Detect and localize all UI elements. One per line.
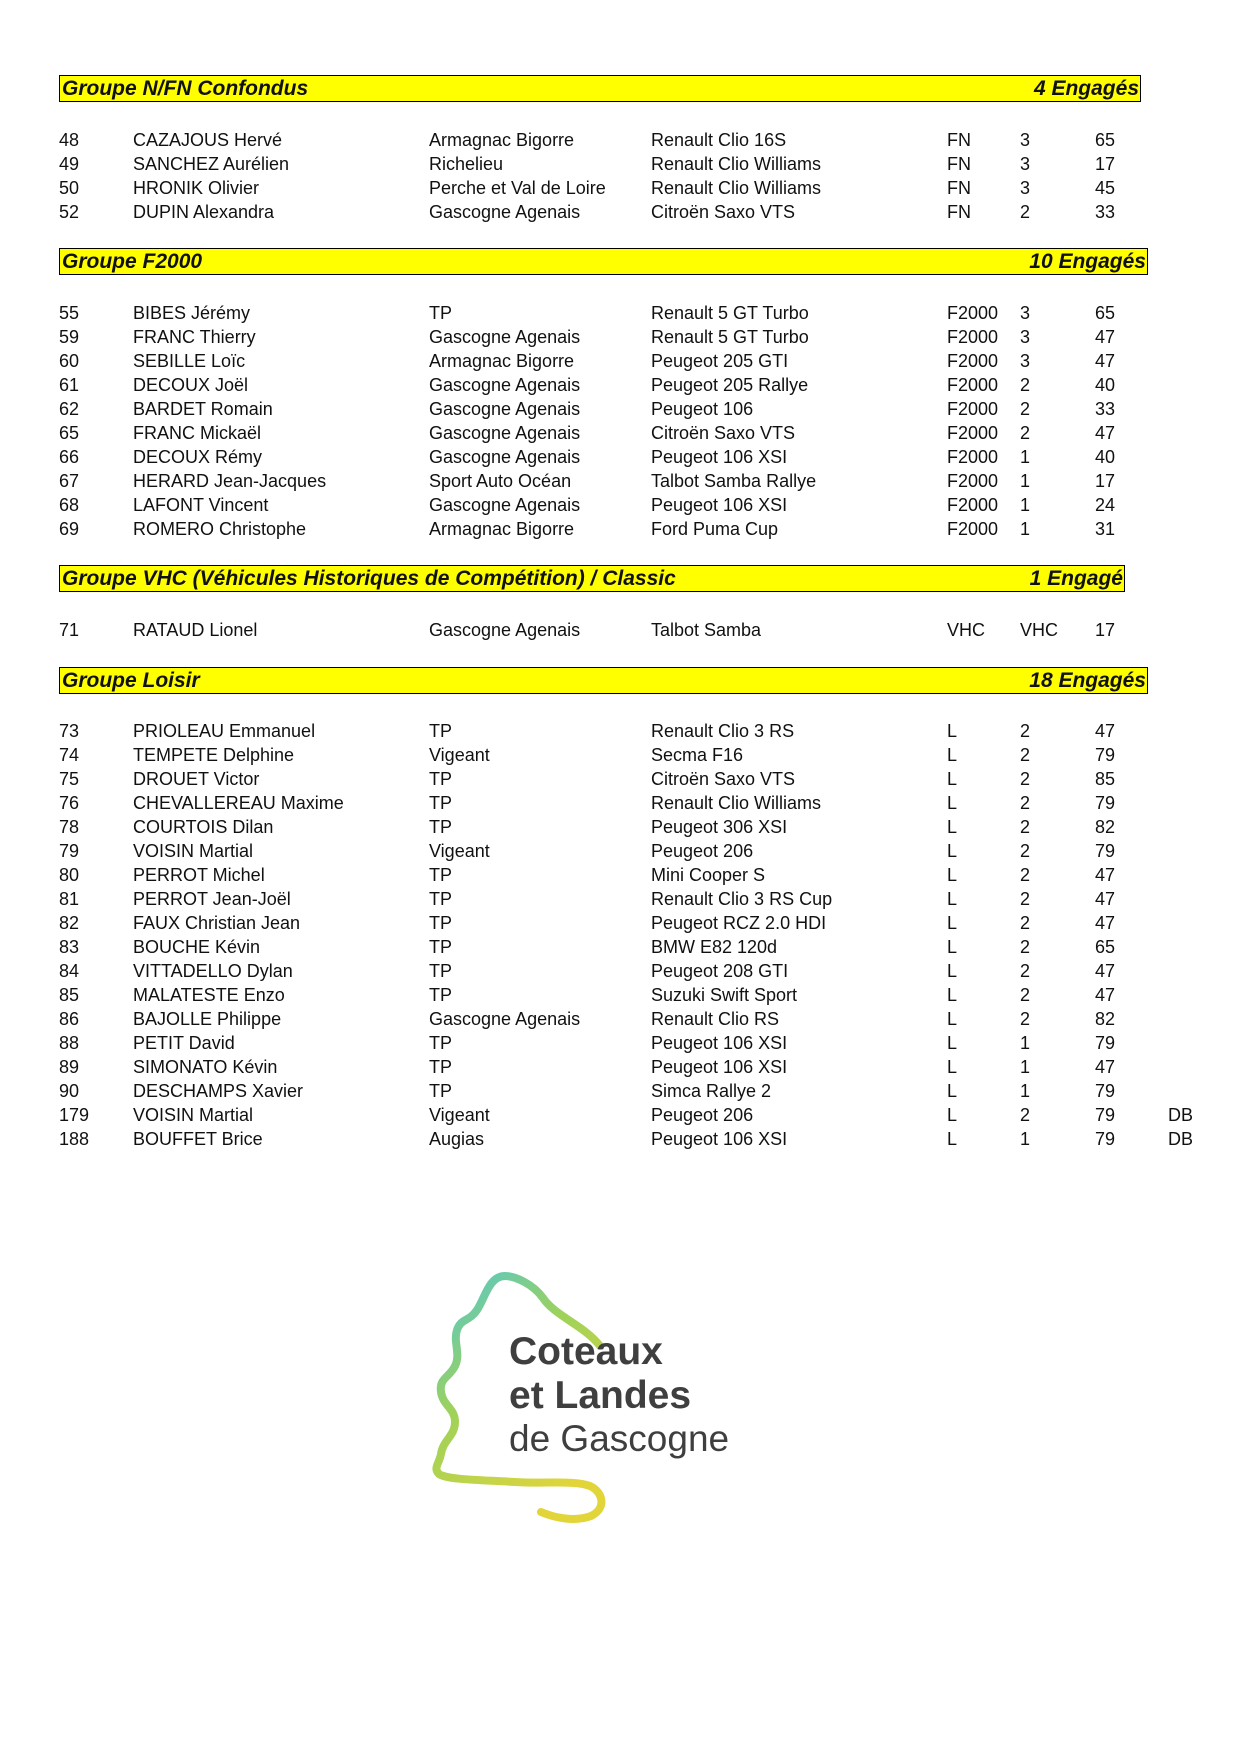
table-row xyxy=(0,128,1240,152)
points: 79 xyxy=(1095,1033,1116,1053)
car-model: Citroën Saxo VTS xyxy=(651,202,796,222)
table-row xyxy=(0,325,1240,349)
driver-name: BIBES Jérémy xyxy=(133,303,251,323)
table-row xyxy=(0,301,1240,325)
car-group: L xyxy=(947,961,958,981)
club-name: Gascogne Agenais xyxy=(429,399,581,419)
points: 47 xyxy=(1095,423,1116,443)
table-row xyxy=(0,1079,1240,1103)
driver-name: RATAUD Lionel xyxy=(133,620,258,640)
table-row xyxy=(0,397,1240,421)
table-row xyxy=(0,767,1240,791)
car-class: 2 xyxy=(1020,817,1031,837)
points: 79 xyxy=(1095,793,1116,813)
car-class: 1 xyxy=(1020,471,1031,491)
club-name: Augias xyxy=(429,1129,485,1149)
points: 40 xyxy=(1095,375,1116,395)
logo-line-1: Coteaux xyxy=(509,1330,663,1373)
driver-name: HRONIK Olivier xyxy=(133,178,260,198)
car-group: F2000 xyxy=(947,399,999,419)
entry-number: 55 xyxy=(59,303,80,323)
car-class: 2 xyxy=(1020,793,1031,813)
group-rows xyxy=(0,618,1240,642)
entry-number: 68 xyxy=(59,495,80,515)
points: 47 xyxy=(1095,985,1116,1005)
table-row xyxy=(0,863,1240,887)
club-name: Vigeant xyxy=(429,841,490,861)
points: 33 xyxy=(1095,202,1116,222)
car-class: 1 xyxy=(1020,1057,1031,1077)
points: 85 xyxy=(1095,769,1116,789)
table-row xyxy=(0,469,1240,493)
entry-number: 80 xyxy=(59,865,80,885)
car-class: 3 xyxy=(1020,351,1031,371)
driver-name: PERROT Jean-Joël xyxy=(133,889,291,909)
car-class: 2 xyxy=(1020,769,1031,789)
car-class: 2 xyxy=(1020,913,1031,933)
car-model: Renault Clio 3 RS xyxy=(651,721,795,741)
group-count: 1 Engagé xyxy=(1029,567,1123,590)
entry-number: 89 xyxy=(59,1057,80,1077)
table-row xyxy=(0,887,1240,911)
car-model: Renault Clio RS xyxy=(651,1009,780,1029)
club-name: Gascogne Agenais xyxy=(429,423,581,443)
entry-number: 69 xyxy=(59,519,80,539)
group-header xyxy=(59,565,1125,592)
note: DB xyxy=(1168,1129,1194,1149)
table-row xyxy=(0,719,1240,743)
car-group: L xyxy=(947,841,958,861)
car-model: Peugeot 106 XSI xyxy=(651,495,788,515)
points: 17 xyxy=(1095,471,1116,491)
car-group: L xyxy=(947,889,958,909)
car-model: Peugeot 208 GTI xyxy=(651,961,789,981)
entry-number: 59 xyxy=(59,327,80,347)
driver-name: FAUX Christian Jean xyxy=(133,913,301,933)
car-class: 2 xyxy=(1020,423,1031,443)
driver-name: LAFONT Vincent xyxy=(133,495,269,515)
table-row xyxy=(0,1055,1240,1079)
points: 65 xyxy=(1095,303,1116,323)
car-model: Peugeot 106 XSI xyxy=(651,1129,788,1149)
driver-name: SEBILLE Loïc xyxy=(133,351,246,371)
group-rows xyxy=(0,128,1240,224)
driver-name: HERARD Jean-Jacques xyxy=(133,471,327,491)
entry-number: 79 xyxy=(59,841,80,861)
driver-name: SIMONATO Kévin xyxy=(133,1057,278,1077)
entry-number: 49 xyxy=(59,154,80,174)
driver-name: VOISIN Martial xyxy=(133,1105,254,1125)
driver-name: MALATESTE Enzo xyxy=(133,985,285,1005)
car-model: BMW E82 120d xyxy=(651,937,778,957)
car-model: Mini Cooper S xyxy=(651,865,766,885)
table-row xyxy=(0,1103,1240,1127)
entry-number: 71 xyxy=(59,620,80,640)
table-row xyxy=(0,176,1240,200)
points: 45 xyxy=(1095,178,1116,198)
table-row xyxy=(0,349,1240,373)
driver-name: BARDET Romain xyxy=(133,399,273,419)
club-name: TP xyxy=(429,937,453,957)
car-group: L xyxy=(947,865,958,885)
club-name: Gascogne Agenais xyxy=(429,1009,581,1029)
car-class: 3 xyxy=(1020,178,1031,198)
table-row xyxy=(0,445,1240,469)
points: 79 xyxy=(1095,1081,1116,1101)
table-row xyxy=(0,373,1240,397)
car-group: L xyxy=(947,721,958,741)
points: 47 xyxy=(1095,351,1116,371)
driver-name: DECOUX Joël xyxy=(133,375,249,395)
car-model: Renault Clio Williams xyxy=(651,154,822,174)
car-group: L xyxy=(947,985,958,1005)
car-group: FN xyxy=(947,154,971,174)
car-group: F2000 xyxy=(947,471,999,491)
entry-number: 52 xyxy=(59,202,80,222)
car-class: 2 xyxy=(1020,937,1031,957)
entry-number: 179 xyxy=(59,1105,90,1125)
club-name: TP xyxy=(429,769,453,789)
club-name: TP xyxy=(429,961,453,981)
driver-name: BAJOLLE Philippe xyxy=(133,1009,282,1029)
car-model: Renault 5 GT Turbo xyxy=(651,303,809,323)
car-class: 2 xyxy=(1020,961,1031,981)
club-name: Armagnac Bigorre xyxy=(429,519,575,539)
car-group: L xyxy=(947,1129,958,1149)
driver-name: BOUCHE Kévin xyxy=(133,937,261,957)
logo-line-2: et Landes xyxy=(509,1374,692,1417)
group-header xyxy=(59,667,1148,694)
club-name: Sport Auto Océan xyxy=(429,471,572,491)
car-group: F2000 xyxy=(947,303,999,323)
car-model: Talbot Samba Rallye xyxy=(651,471,817,491)
coteaux-landes-logo xyxy=(425,1268,755,1528)
entry-number: 65 xyxy=(59,423,80,443)
car-class: 3 xyxy=(1020,327,1031,347)
club-name: Gascogne Agenais xyxy=(429,447,581,467)
car-group: F2000 xyxy=(947,519,999,539)
club-name: TP xyxy=(429,1081,453,1101)
entry-number: 82 xyxy=(59,913,80,933)
driver-name: ROMERO Christophe xyxy=(133,519,307,539)
table-row xyxy=(0,421,1240,445)
driver-name: DECOUX Rémy xyxy=(133,447,263,467)
driver-name: CHEVALLEREAU Maxime xyxy=(133,793,344,813)
entry-number: 78 xyxy=(59,817,80,837)
car-class: 2 xyxy=(1020,202,1031,222)
points: 65 xyxy=(1095,130,1116,150)
points: 82 xyxy=(1095,817,1116,837)
group-title: Groupe VHC (Véhicules Historiques de Compétition) / Classic xyxy=(62,567,676,590)
points: 17 xyxy=(1095,620,1116,640)
car-group: L xyxy=(947,817,958,837)
car-class: 2 xyxy=(1020,745,1031,765)
car-model: Peugeot 106 XSI xyxy=(651,1033,788,1053)
car-group: F2000 xyxy=(947,327,999,347)
group-rows xyxy=(0,719,1240,1151)
car-group: F2000 xyxy=(947,495,999,515)
car-group: L xyxy=(947,1105,958,1125)
car-class: 1 xyxy=(1020,1081,1031,1101)
points: 40 xyxy=(1095,447,1116,467)
table-row xyxy=(0,743,1240,767)
car-class: 1 xyxy=(1020,447,1031,467)
car-group: F2000 xyxy=(947,351,999,371)
car-model: Ford Puma Cup xyxy=(651,519,779,539)
points: 65 xyxy=(1095,937,1116,957)
club-name: Gascogne Agenais xyxy=(429,620,581,640)
car-group: L xyxy=(947,1057,958,1077)
table-row xyxy=(0,618,1240,642)
entry-number: 61 xyxy=(59,375,80,395)
car-class: 2 xyxy=(1020,721,1031,741)
points: 79 xyxy=(1095,841,1116,861)
car-model: Renault Clio Williams xyxy=(651,178,822,198)
table-row xyxy=(0,1127,1240,1151)
entry-number: 88 xyxy=(59,1033,80,1053)
car-group: L xyxy=(947,937,958,957)
table-row xyxy=(0,1031,1240,1055)
car-group: F2000 xyxy=(947,423,999,443)
car-group: FN xyxy=(947,178,971,198)
entry-number: 74 xyxy=(59,745,80,765)
car-class: 3 xyxy=(1020,154,1031,174)
car-group: FN xyxy=(947,130,971,150)
car-model: Renault Clio 16S xyxy=(651,130,787,150)
car-model: Peugeot RCZ 2.0 HDI xyxy=(651,913,827,933)
driver-name: FRANC Thierry xyxy=(133,327,256,347)
car-group: L xyxy=(947,769,958,789)
car-model: Renault 5 GT Turbo xyxy=(651,327,809,347)
driver-name: VOISIN Martial xyxy=(133,841,254,861)
table-row xyxy=(0,839,1240,863)
car-class: 1 xyxy=(1020,1129,1031,1149)
driver-name: DESCHAMPS Xavier xyxy=(133,1081,304,1101)
car-model: Peugeot 106 XSI xyxy=(651,1057,788,1077)
entry-number: 67 xyxy=(59,471,80,491)
table-row xyxy=(0,911,1240,935)
club-name: TP xyxy=(429,793,453,813)
group-header xyxy=(59,248,1148,275)
entry-number: 81 xyxy=(59,889,80,909)
car-group: FN xyxy=(947,202,971,222)
car-class: 2 xyxy=(1020,1009,1031,1029)
club-name: TP xyxy=(429,1057,453,1077)
club-name: Vigeant xyxy=(429,1105,490,1125)
car-model: Citroën Saxo VTS xyxy=(651,769,796,789)
car-group: L xyxy=(947,793,958,813)
table-row xyxy=(0,791,1240,815)
club-name: Gascogne Agenais xyxy=(429,495,581,515)
entry-number: 90 xyxy=(59,1081,80,1101)
points: 47 xyxy=(1095,913,1116,933)
car-group: F2000 xyxy=(947,375,999,395)
points: 82 xyxy=(1095,1009,1116,1029)
driver-name: DUPIN Alexandra xyxy=(133,202,275,222)
car-class: 2 xyxy=(1020,375,1031,395)
table-row xyxy=(0,493,1240,517)
driver-name: DROUET Victor xyxy=(133,769,260,789)
club-name: Richelieu xyxy=(429,154,504,174)
points: 47 xyxy=(1095,889,1116,909)
entry-number: 84 xyxy=(59,961,80,981)
car-model: Simca Rallye 2 xyxy=(651,1081,772,1101)
car-group: L xyxy=(947,1009,958,1029)
car-class: 1 xyxy=(1020,495,1031,515)
car-model: Suzuki Swift Sport xyxy=(651,985,798,1005)
points: 47 xyxy=(1095,1057,1116,1077)
car-class: VHC xyxy=(1020,620,1059,640)
driver-name: COURTOIS Dilan xyxy=(133,817,274,837)
entry-number: 62 xyxy=(59,399,80,419)
points: 79 xyxy=(1095,1129,1116,1149)
car-class: 2 xyxy=(1020,1105,1031,1125)
driver-name: TEMPETE Delphine xyxy=(133,745,295,765)
driver-name: CAZAJOUS Hervé xyxy=(133,130,283,150)
driver-name: PRIOLEAU Emmanuel xyxy=(133,721,316,741)
entry-number: 76 xyxy=(59,793,80,813)
car-class: 2 xyxy=(1020,865,1031,885)
car-group: L xyxy=(947,1033,958,1053)
table-row xyxy=(0,152,1240,176)
table-row xyxy=(0,935,1240,959)
club-name: Perche et Val de Loire xyxy=(429,178,606,198)
club-name: TP xyxy=(429,721,453,741)
club-name: TP xyxy=(429,889,453,909)
car-model: Renault Clio 3 RS Cup xyxy=(651,889,833,909)
club-name: Vigeant xyxy=(429,745,490,765)
car-model: Peugeot 205 GTI xyxy=(651,351,789,371)
club-name: TP xyxy=(429,1033,453,1053)
entry-number: 86 xyxy=(59,1009,80,1029)
driver-name: BOUFFET Brice xyxy=(133,1129,263,1149)
entry-number: 83 xyxy=(59,937,80,957)
driver-name: VITTADELLO Dylan xyxy=(133,961,293,981)
group-header xyxy=(59,75,1141,102)
car-model: Talbot Samba xyxy=(651,620,762,640)
driver-name: SANCHEZ Aurélien xyxy=(133,154,290,174)
group-title: Groupe N/FN Confondus xyxy=(62,77,309,100)
points: 24 xyxy=(1095,495,1116,515)
group-count: 4 Engagés xyxy=(1033,77,1139,100)
club-name: Armagnac Bigorre xyxy=(429,351,575,371)
car-class: 3 xyxy=(1020,130,1031,150)
entry-number: 73 xyxy=(59,721,80,741)
points: 17 xyxy=(1095,154,1116,174)
entry-number: 50 xyxy=(59,178,80,198)
car-model: Renault Clio Williams xyxy=(651,793,822,813)
driver-name: PERROT Michel xyxy=(133,865,265,885)
club-name: Armagnac Bigorre xyxy=(429,130,575,150)
entry-number: 85 xyxy=(59,985,80,1005)
car-class: 2 xyxy=(1020,399,1031,419)
club-name: Gascogne Agenais xyxy=(429,375,581,395)
points: 47 xyxy=(1095,327,1116,347)
car-class: 2 xyxy=(1020,985,1031,1005)
driver-name: PETIT David xyxy=(133,1033,235,1053)
group-count: 10 Engagés xyxy=(1029,250,1146,273)
club-name: Gascogne Agenais xyxy=(429,327,581,347)
points: 31 xyxy=(1095,519,1116,539)
car-group: F2000 xyxy=(947,447,999,467)
club-name: TP xyxy=(429,985,453,1005)
car-group: L xyxy=(947,1081,958,1101)
table-row xyxy=(0,517,1240,541)
entry-number: 188 xyxy=(59,1129,90,1149)
group-count: 18 Engagés xyxy=(1029,669,1146,692)
entry-number: 48 xyxy=(59,130,80,150)
points: 47 xyxy=(1095,865,1116,885)
club-name: TP xyxy=(429,817,453,837)
car-group: L xyxy=(947,913,958,933)
table-row xyxy=(0,1007,1240,1031)
group-rows xyxy=(0,301,1240,541)
car-class: 1 xyxy=(1020,1033,1031,1053)
points: 33 xyxy=(1095,399,1116,419)
table-row xyxy=(0,983,1240,1007)
club-name: Gascogne Agenais xyxy=(429,202,581,222)
table-row xyxy=(0,200,1240,224)
group-title: Groupe Loisir xyxy=(62,669,200,692)
entry-number: 75 xyxy=(59,769,80,789)
car-model: Peugeot 205 Rallye xyxy=(651,375,809,395)
car-model: Peugeot 206 xyxy=(651,841,754,861)
driver-name: FRANC Mickaël xyxy=(133,423,262,443)
club-name: TP xyxy=(429,865,453,885)
logo-line-3: de Gascogne xyxy=(509,1418,730,1459)
entry-number: 60 xyxy=(59,351,80,371)
points: 79 xyxy=(1095,1105,1116,1125)
group-title: Groupe F2000 xyxy=(62,250,203,273)
car-model: Peugeot 306 XSI xyxy=(651,817,788,837)
car-class: 2 xyxy=(1020,841,1031,861)
points: 79 xyxy=(1095,745,1116,765)
car-model: Peugeot 106 xyxy=(651,399,754,419)
club-name: TP xyxy=(429,303,453,323)
car-model: Citroën Saxo VTS xyxy=(651,423,796,443)
car-class: 1 xyxy=(1020,519,1031,539)
points: 47 xyxy=(1095,721,1116,741)
car-class: 3 xyxy=(1020,303,1031,323)
club-name: TP xyxy=(429,913,453,933)
car-model: Peugeot 106 XSI xyxy=(651,447,788,467)
car-group: VHC xyxy=(947,620,986,640)
car-group: L xyxy=(947,745,958,765)
table-row xyxy=(0,815,1240,839)
note: DB xyxy=(1168,1105,1194,1125)
car-model: Secma F16 xyxy=(651,745,744,765)
points: 47 xyxy=(1095,961,1116,981)
entry-number: 66 xyxy=(59,447,80,467)
car-model: Peugeot 206 xyxy=(651,1105,754,1125)
car-class: 2 xyxy=(1020,889,1031,909)
table-row xyxy=(0,959,1240,983)
